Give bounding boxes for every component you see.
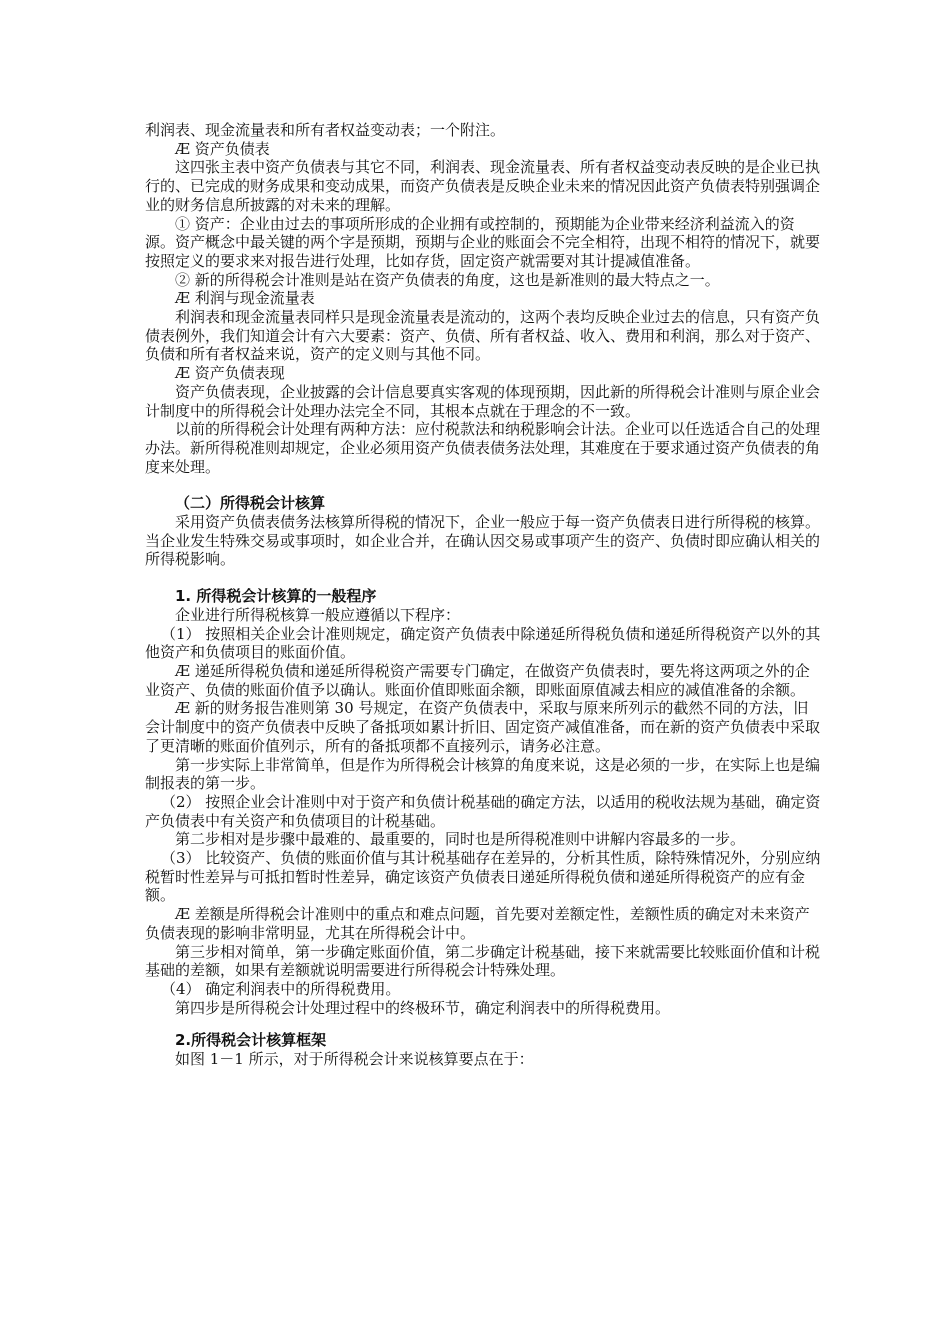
paragraph: 第三步相对简单，第一步确定账面价值，第二步确定计税基础，接下来就需要比较账面价值和计税基础的差额，如果有差额就说明需要进行所得税会计特殊处理。 bbox=[145, 942, 821, 980]
bullet-item: Æ 资产负债表现 bbox=[175, 364, 285, 383]
bullet-item: Æ 资产负债表 bbox=[175, 139, 270, 158]
document-body bbox=[145, 121, 821, 1069]
step-item: （1） 按照相关企业会计准则规定，确定资产负债表中除递延所得税负债和递延所得税资产以外的其他资产和负债项目的账面价值。 bbox=[145, 624, 821, 662]
paragraph: 如图 1－1 所示，对于所得税会计来说核算要点在于： bbox=[175, 1050, 534, 1069]
paragraph: 这四张主表中资产负债表与其它不同，利润表、现金流量表、所有者权益变动表反映的是企业已执行的、已完成的财务成果和变动成果，而资产负债表是反映企业未来的情况因此资产负债表特别强调企业的财务信息所披露的对未来的理解。 bbox=[145, 158, 821, 214]
step-item: （4） 确定利润表中的所得税费用。 bbox=[161, 979, 401, 998]
paragraph: 第四步是所得税会计处理过程中的终极环节，确定利润表中的所得税费用。 bbox=[175, 998, 671, 1017]
paragraph: 第一步实际上非常简单，但是作为所得税会计核算的角度来说，这是必须的一步，在实际上也是编制报表的第一步。 bbox=[145, 755, 821, 793]
paragraph: 第二步相对是步骤中最难的、最重要的，同时也是所得税准则中讲解内容最多的一步。 bbox=[175, 830, 746, 849]
paragraph: 利润表和现金流量表同样只是现金流量表是流动的，这两个表均反映企业过去的信息，只有资产负债表例外，我们知道会计有六大要素：资产、负债、所有者权益、收入、费用和利润，那么对于资产、负债和所有者权益来说，资产的定义则与其他不同。 bbox=[145, 308, 821, 364]
paragraph: ② 新的所得税会计准则是站在资产负债表的角度，这也是新准则的最大特点之一。 bbox=[175, 270, 720, 289]
paragraph: 资产负债表现，企业披露的会计信息要真实客观的体现预期，因此新的所得税会计准则与原企业会计制度中的所得税会计处理办法完全不同，其根本点就在于理念的不一致。 bbox=[145, 382, 821, 420]
step-item: （2） 按照企业会计准则中对于资产和负债计税基础的确定方法，以适用的税收法规为基础，确定资产负债表中有关资产和负债项目的计税基础。 bbox=[145, 792, 821, 830]
step-item: （3） 比较资产、负债的账面价值与其计税基础存在差异的，分析其性质，除特殊情况外，分别应纳税暂时性差异与可抵扣暂时性差异，确定该资产负债表日递延所得税负债和递延所得税资产的应有金额。 bbox=[145, 849, 821, 905]
subsection-heading: 1. 所得税会计核算的一般程序 bbox=[175, 587, 377, 606]
paragraph: 利润表、现金流量表和所有者权益变动表；一个附注。 bbox=[145, 121, 506, 139]
spacer bbox=[145, 476, 821, 494]
paragraph: Æ 新的财务报告准则第 30 号规定，在资产负债表中，采取与原来所列示的截然不同的方法，旧会计制度中的资产负债表中反映了备抵项如累计折旧、固定资产减值准备，而在新的资产负债表中采取了更清晰的账面价值列示，所有的备抵项都不直接列示，请务必注意。 bbox=[145, 699, 821, 755]
paragraph: 以前的所得税会计处理有两种方法：应付税款法和纳税影响会计法。企业可以任选适合自己的处理办法。新所得税准则却规定，企业必须用资产负债表债务法处理，其难度在于要求通过资产负债表的角度来处理。 bbox=[145, 420, 821, 476]
bullet-item: Æ 利润与现金流量表 bbox=[175, 289, 315, 308]
paragraph: Æ 差额是所得税会计准则中的重点和难点问题，首先要对差额定性，差额性质的确定对未来资产负债表现的影响非常明显，尤其在所得税会计中。 bbox=[145, 905, 810, 942]
paragraph: 采用资产负债表债务法核算所得税的情况下，企业一般应于每一资产负债表日进行所得税的核算。当企业发生特殊交易或事项时，如企业合并，在确认因交易或事项产生的资产、负债时即应确认相关的所得税影响。 bbox=[145, 513, 821, 569]
spacer bbox=[145, 569, 821, 587]
paragraph: 企业进行所得税核算一般应遵循以下程序： bbox=[175, 605, 461, 624]
spacer bbox=[145, 1017, 821, 1031]
paragraph: ① 资产：企业由过去的事项所形成的企业拥有或控制的，预期能为企业带来经济利益流入的资源。资产概念中最关键的两个字是预期，预期与企业的账面会不完全相符，出现不相符的情况下，就要按照定义的要求来对报告进行处理，比如存货，固定资产就需要对其计提减值准备。 bbox=[145, 214, 821, 270]
subsection-heading: 2.所得税会计核算框架 bbox=[175, 1031, 327, 1050]
section-heading: （二）所得税会计核算 bbox=[175, 494, 326, 513]
paragraph: Æ 递延所得税负债和递延所得税资产需要专门确定，在做资产负债表时，要先将这两项之外的企业资产、负债的账面价值予以确认。账面价值即账面余额，即账面原值减去相应的减值准备的余额。 bbox=[145, 661, 810, 699]
